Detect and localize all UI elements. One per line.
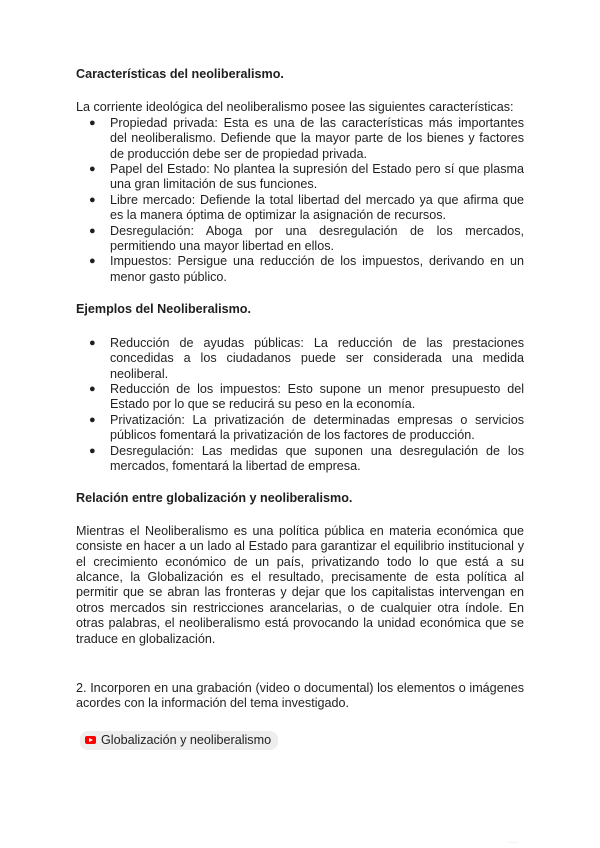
list-item: ● Papel del Estado: No plantea la supresión del Estado pero sí que plasma una gran limitación de sus funciones. [89,162,524,192]
task-instruction: 2. Incorporen en una grabación (video o documental) los elementos o imágenes acordes con la información del tema investigado. [76,681,524,711]
page-footer-mark: ····· [508,840,518,846]
bullet-icon: ● [89,255,96,268]
list-item: ● Reducción de los impuestos: Esto supone un menor presupuesto del Estado por lo que se reducirá su peso en la economía. [89,381,524,412]
bullet-icon: ● [89,336,96,349]
list-item: ● Desregulación: Las medidas que suponen una desregulación de los mercados, fomentará la libertad de empresa. [89,443,524,473]
bullet-icon: ● [89,193,96,206]
list-item: ● Propiedad privada: Esta es una de las características más importantes del neoliberalismo. Defiende que la mayor parte de los bienes y factores de producción debe ser de propiedad privada. [89,115,524,161]
list-item: ● Reducción de ayudas públicas: La reducción de las prestaciones concedidas a los ciudadanos puede ser considerada una medida neoliberal. [89,335,524,381]
section1-title: Características del neoliberalismo. [76,67,284,81]
bullet-icon: ● [89,444,96,457]
bullet-icon: ● [89,163,96,176]
bullet-icon: ● [89,116,96,129]
video-link-chip[interactable] [80,731,278,750]
list-item: ● Desregulación: Aboga por una desregulación de los mercados, permitiendo una mayor libertad en ellos. [89,223,524,254]
bullet-icon: ● [89,382,96,395]
list-item: ● Privatización: La privatización de determinadas empresas o servicios públicos fomentará la privatización de los factores de producción. [89,412,524,443]
section2-list [76,336,524,475]
section3-paragraph: Mientras el Neoliberalismo es una política pública en materia económica que consiste en hacer a un lado al Estado para garantizar el equilibrio institucional y el crecimiento económico de un país, privatizando todo lo que está a su alcance, la Globalización es el resultado, precisamente de esta política al permitir que se abran las fronteras y dejar que los capitalistas intervengan en otros mercados sin restricciones arancelarias, o de cualquier otra índole. En otras palabras, el neoliberalismo está provocando la unidad económica que se traduce en globalización. [76,523,524,646]
list-item: ● Impuestos: Persigue una reducción de los impuestos, derivando en un menor gasto público. [89,254,524,284]
section1-list [76,116,524,285]
bullet-icon: ● [89,224,96,237]
section3-title: Relación entre globalización y neoliberalismo. [76,491,353,506]
section2-title: Ejemplos del Neoliberalismo. [76,302,251,317]
list-item: ● Libre mercado: Defiende la total libertad del mercado ya que afirma que es la manera óptima de optimizar la asignación de recursos. [89,192,524,223]
bullet-icon: ● [89,413,96,426]
section1-intro: La corriente ideológica del neoliberalismo posee las siguientes características: [76,100,514,115]
video-link-label[interactable]: Globalización y neoliberalismo [101,732,272,747]
youtube-icon [85,736,96,744]
document-content [76,67,524,750]
